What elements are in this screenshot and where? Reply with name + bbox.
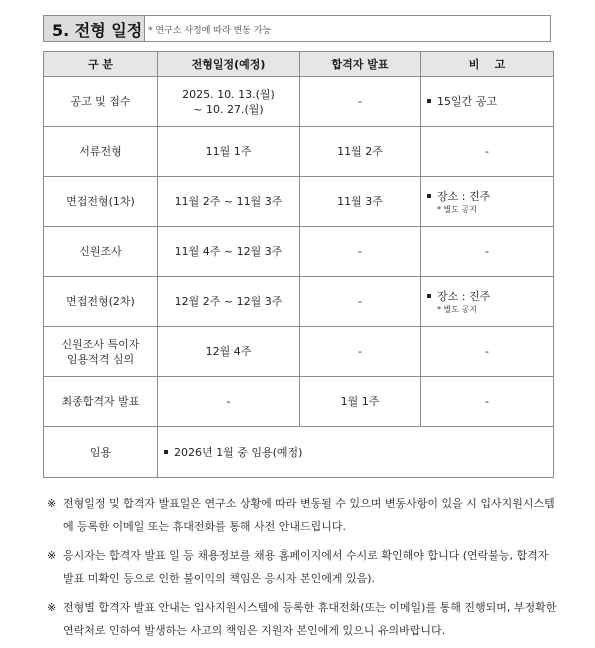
schedule-cell: 12월 2주 ~ 12월 3주 — [158, 277, 300, 327]
note-item — [47, 596, 557, 642]
header-announce: 합격자 발표 — [300, 52, 421, 77]
section-note: * 연구소 사정에 따라 변동 가능 — [148, 26, 272, 36]
remark-cell — [421, 277, 554, 327]
schedule-cell — [158, 77, 300, 127]
table-row — [44, 377, 554, 427]
stage-cell: 최종합격자 발표 — [44, 377, 158, 427]
remark-cell: - — [421, 127, 554, 177]
bullet-square-icon — [427, 294, 431, 298]
remark-text: 15일간 공고 — [437, 95, 497, 108]
stage-cell: 신원조사 — [44, 227, 158, 277]
stage-cell: 면접전형(2차) — [44, 277, 158, 327]
header-schedule: 전형일정(예정) — [158, 52, 300, 77]
schedule-table — [43, 51, 554, 478]
reference-mark-icon: ※ — [47, 497, 57, 510]
note-text: 응시자는 합격자 발표 일 등 채용정보를 채용 홈페이지에서 수시로 확인해야 합니다 (연락불능, 합격자 발표 미확인 등으로 인한 불이익의 책임은 응시자 본인에게 있음). — [63, 549, 549, 585]
table-row — [44, 427, 554, 478]
header-stage: 구 분 — [44, 52, 158, 77]
table-row — [44, 277, 554, 327]
remark-text: 장소 : 진주 — [437, 289, 491, 303]
stage-cell: 면접전형(1차) — [44, 177, 158, 227]
section-header — [43, 15, 551, 42]
table-row — [44, 227, 554, 277]
note-text: 전형별 합격자 발표 안내는 입사지원시스템에 등록한 휴대전화(또는 이메일)를 통해 진행되며, 부정확한 연락처로 인하여 발생하는 사고의 책임은 지원자 본인에게 있으니 유의바랍니다. — [63, 601, 557, 637]
section-title-box — [44, 16, 145, 41]
section-title: 5. 전형 일정 — [52, 21, 143, 40]
appointment-text: 2026년 1월 중 임용(예정) — [174, 445, 303, 459]
stage-cell: 서류전형 — [44, 127, 158, 177]
table-header-row — [44, 52, 554, 77]
bullet-square-icon — [164, 450, 168, 454]
bullet-square-icon — [427, 194, 431, 198]
header-remark: 비 고 — [421, 52, 554, 77]
remark-subnote: * 별도 공지 — [437, 204, 477, 214]
schedule-cell: 11월 2주 ~ 11월 3주 — [158, 177, 300, 227]
stage-cell — [44, 327, 158, 377]
remark-cell: - — [421, 377, 554, 427]
appointment-cell — [158, 427, 554, 478]
stage-cell: 공고 및 접수 — [44, 77, 158, 127]
remark-subnote: * 별도 공지 — [437, 304, 477, 314]
remark-cell — [421, 177, 554, 227]
schedule-line: 2025. 10. 13.(월) — [182, 87, 275, 101]
schedule-cell: 11월 4주 ~ 12월 3주 — [158, 227, 300, 277]
stage-cell: 임용 — [44, 427, 158, 478]
remark-cell: - — [421, 227, 554, 277]
reference-mark-icon: ※ — [47, 549, 57, 562]
stage-line: 신원조사 특이자 — [61, 337, 140, 351]
note-text: 전형일정 및 합격자 발표일은 연구소 상황에 따라 변동될 수 있으며 변동사항이 있을 시 입사지원시스템에 등록한 이메일 또는 휴대전화를 통해 사전 안내드립니다. — [63, 497, 555, 533]
bullet-square-icon — [427, 99, 431, 103]
announce-cell: - — [300, 327, 421, 377]
notes-section — [47, 492, 557, 648]
announce-cell: 11월 2주 — [300, 127, 421, 177]
note-item — [47, 544, 557, 590]
reference-mark-icon: ※ — [47, 601, 57, 614]
remark-cell — [421, 77, 554, 127]
remark-cell: - — [421, 327, 554, 377]
announce-cell: 11월 3주 — [300, 177, 421, 227]
remark-text: 장소 : 진주 — [437, 189, 491, 203]
schedule-cell: - — [158, 377, 300, 427]
schedule-line: ~ 10. 27.(월) — [193, 102, 264, 116]
announce-cell: - — [300, 77, 421, 127]
table-row — [44, 327, 554, 377]
stage-line: 임용적격 심의 — [66, 352, 135, 366]
table-row — [44, 77, 554, 127]
table-row — [44, 127, 554, 177]
announce-cell: - — [300, 227, 421, 277]
schedule-cell: 12월 4주 — [158, 327, 300, 377]
schedule-cell: 11월 1주 — [158, 127, 300, 177]
announce-cell: - — [300, 277, 421, 327]
table-row — [44, 177, 554, 227]
note-item — [47, 492, 557, 538]
announce-cell: 1월 1주 — [300, 377, 421, 427]
